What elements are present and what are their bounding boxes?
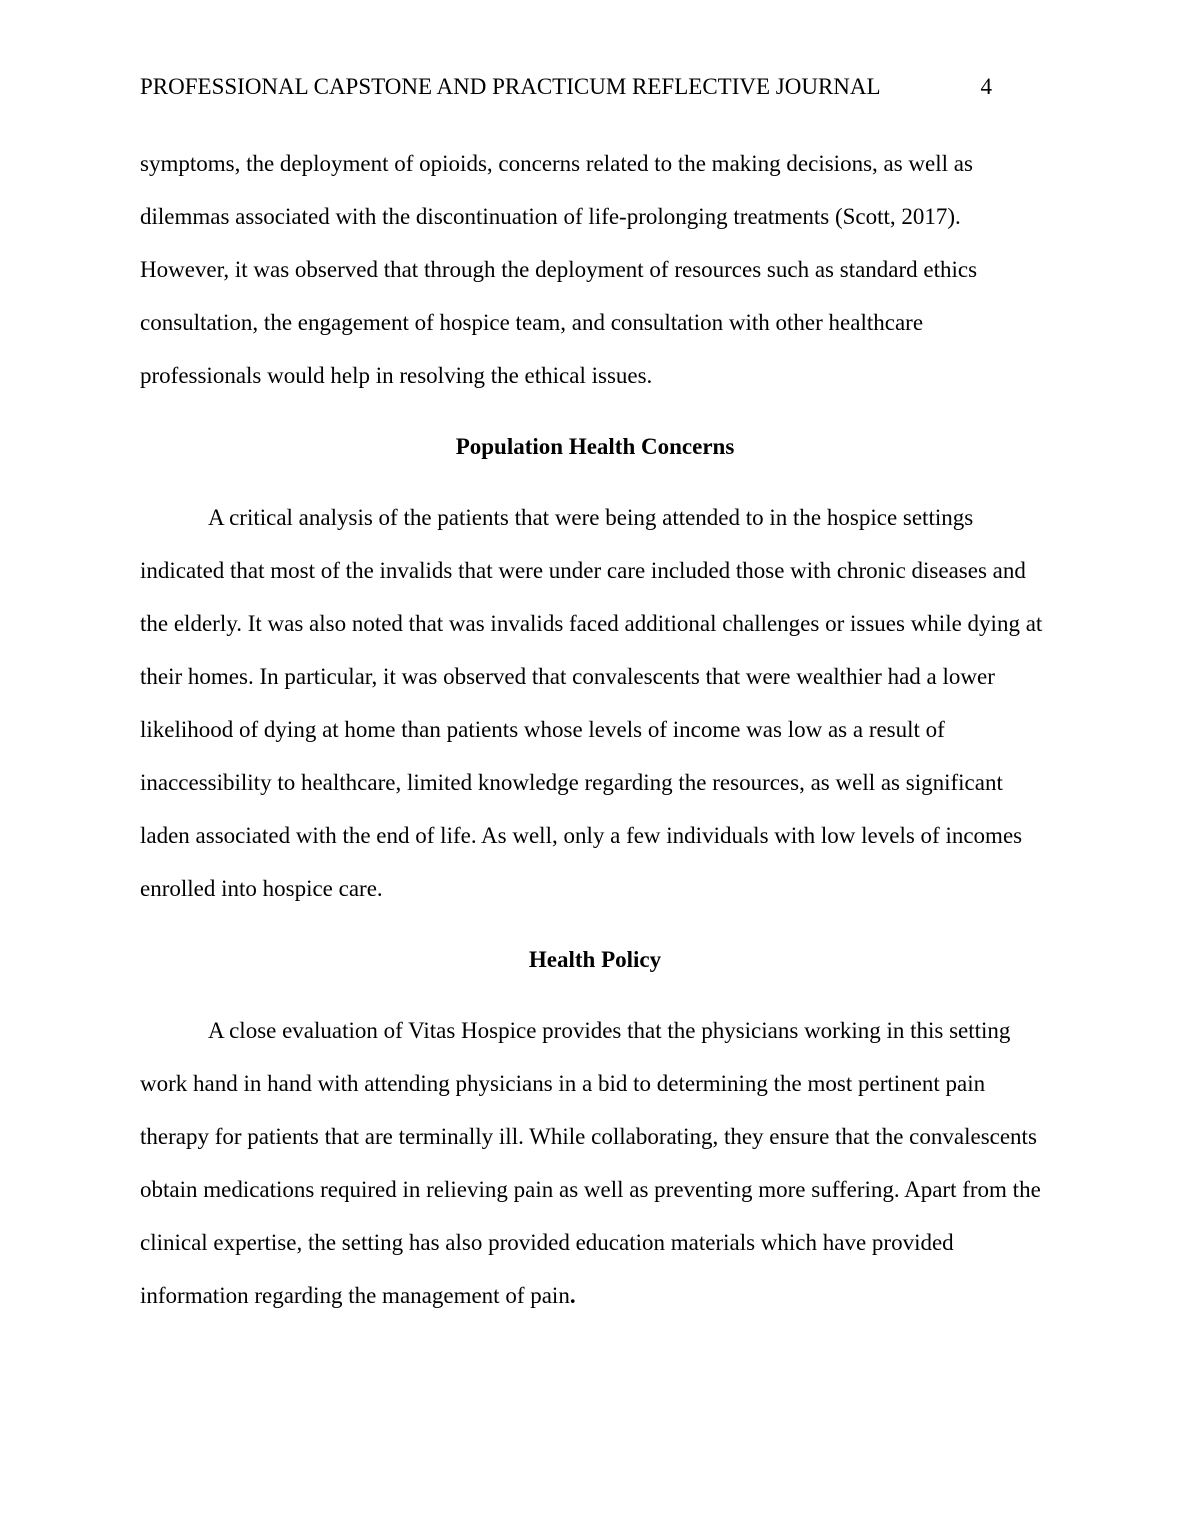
paragraph-ethics-continuation: symptoms, the deployment of opioids, concerns related to the making decisions, as well as dilemmas associated with the discontinuation of life-prolonging treatments (Scott, 2017). However, it was observed that through the deployment of resources such as standard ethics consultation, the engagement of hospice team, and consultation with other healthcare professionals would help in resolving the ethical issues. <box>140 151 978 388</box>
paragraph-population-health: A critical analysis of the patients that were being attended to in the hospice settings indicated that most of the invalids that were under care included those with chronic diseases and the elderly. It was also noted that was invalids faced additional challenges or issues while dying at their homes. In particular, it was observed that convalescents that were wealthier had a lower likelihood of dying at home than patients whose levels of income was low as a result of inaccessibility to healthcare, limited knowledge regarding the resources, as well as significant laden associated with the end of life. As well, only a few individuals with low levels of incomes enrolled into hospice care. <box>140 505 1043 901</box>
section-heading-health-policy: Health Policy <box>528 947 662 972</box>
document-body <box>140 137 1050 1322</box>
page-header <box>140 72 1050 102</box>
running-head-text: PROFESSIONAL CAPSTONE AND PRACTICUM REFLECTIVE JOURNAL <box>140 74 881 99</box>
paragraph-health-policy <box>140 1004 1050 1322</box>
paragraph-health-policy-bold-period: . <box>569 1283 576 1308</box>
page-number: 4 <box>980 74 992 99</box>
paragraph-health-policy-text: A close evaluation of Vitas Hospice provides that the physicians working in this setting work hand in hand with attending physicians in a bid to determining the most pertinent pain therapy for patients that are terminally ill. While collaborating, they ensure that the convalescents obtain medications required in relieving pain as well as preventing more suffering. Apart from the clinical expertise, the setting has also provided education materials which have provided information regarding the management of pain <box>140 1018 1041 1308</box>
section-heading-population-health-concerns: Population Health Concerns <box>455 434 735 459</box>
